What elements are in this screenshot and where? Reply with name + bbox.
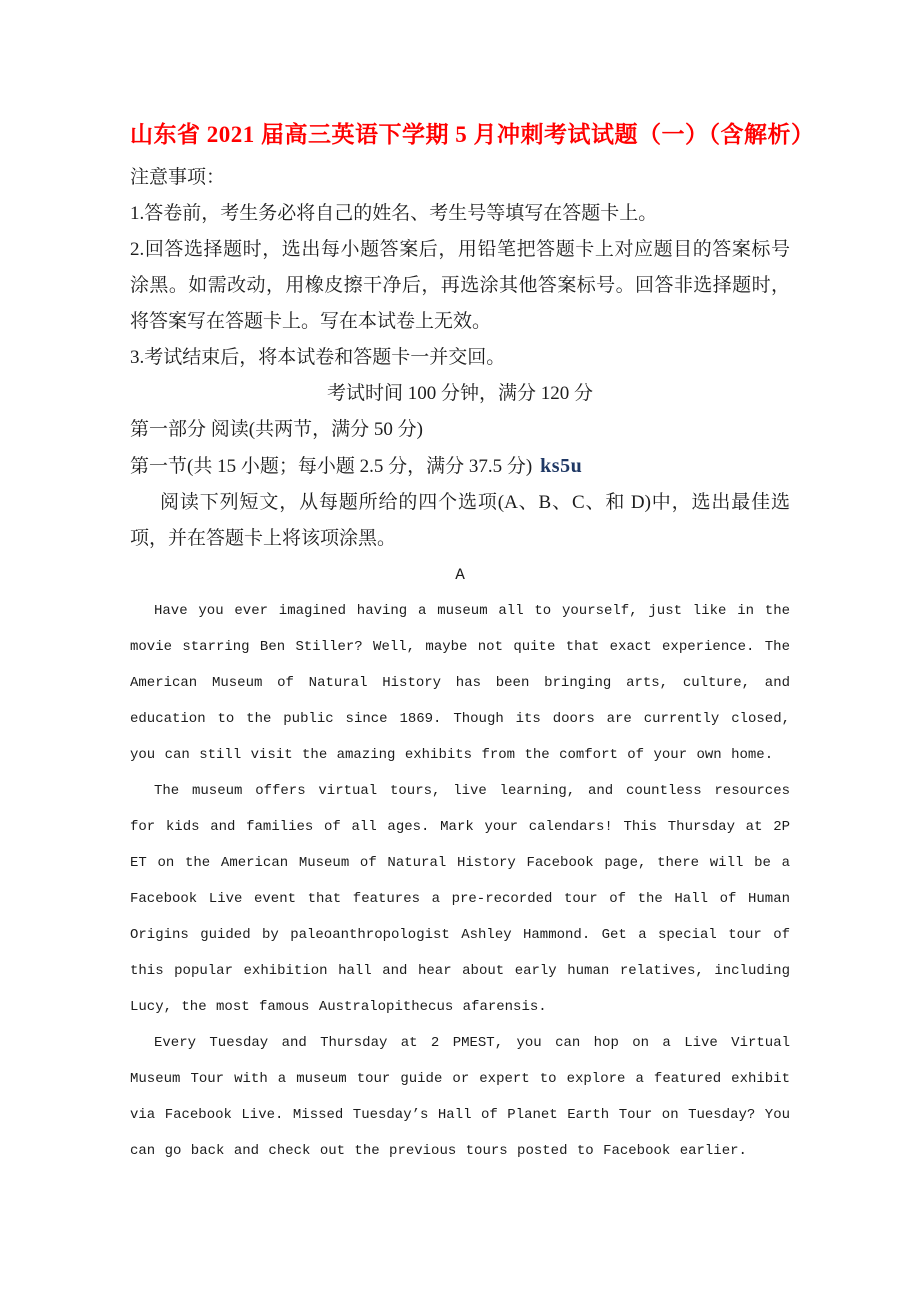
passage-label-a: A (455, 566, 465, 584)
section-one-line (130, 448, 790, 485)
part-one-heading: 第一部分 阅读(共两节，满分 50 分) (130, 419, 423, 440)
section-one-heading: 第一节(共 15 小题；每小题 2.5 分，满分 37.5 分) (130, 456, 533, 477)
exam-time-score-line: 考试时间 100 分钟，满分 120 分 (326, 383, 593, 404)
exam-title: 山东省 2021 届高三英语下学期 5 月冲刺考试试题（一）（含解析） (130, 122, 815, 147)
notice-item-1: 1.答卷前，考生务必将自己的姓名、考生号等填写在答题卡上。 (130, 203, 658, 224)
notice-item-3: 3.考试结束后，将本试卷和答题卡一并交回。 (130, 347, 506, 368)
passage-paragraph-2: The museum offers virtual tours, live learning, and countless resources for kids and families of all ages. Mark your calendars! This Thursday at 2P ET on the American Museum of Natural History Facebook page, there will be a Facebook Live event that features a pre-recorded tour of the Hall of Human Origins guided by paleoanthropologist Ashley Hammond. Get a special tour of this popular exhibition hall and hear about early human relatives, including Lucy, the most famous Australopithecus afarensis. (130, 783, 790, 1015)
reading-instruction: 阅读下列短文，从每题所给的四个选项(A、B、C、和 D)中，选出最佳选项，并在答题卡上将该项涂黑。 (130, 492, 790, 549)
passage-paragraph-1: Have you ever imagined having a museum all to yourself, just like in the movie starring Ben Stiller? Well, maybe not quite that exact experience. The American Museum of Natural History has been bringing arts, culture, and education to the public since 1869. Though its doors are currently closed, you can still visit the amazing exhibits from the comfort of your own home. (130, 603, 790, 763)
passage-paragraph-3: Every Tuesday and Thursday at 2 PMEST, you can hop on a Live Virtual Museum Tour with a museum tour guide or expert to explore a featured exhibit via Facebook Live. Missed Tuesday’s Hall of Planet Earth Tour on Tuesday? You can go back and check out the previous tours posted to Facebook earlier. (130, 1035, 790, 1159)
notice-item-2: 2.回答选择题时，选出每小题答案后，用铅笔把答题卡上对应题目的答案标号涂黑。如需改动，用橡皮擦干净后，再选涂其他答案标号。回答非选择题时，将答案写在答题卡上。写在本试卷上无效。 (130, 239, 790, 332)
notice-heading: 注意事项： (130, 167, 226, 188)
ks5u-watermark: ks5u (540, 455, 583, 477)
